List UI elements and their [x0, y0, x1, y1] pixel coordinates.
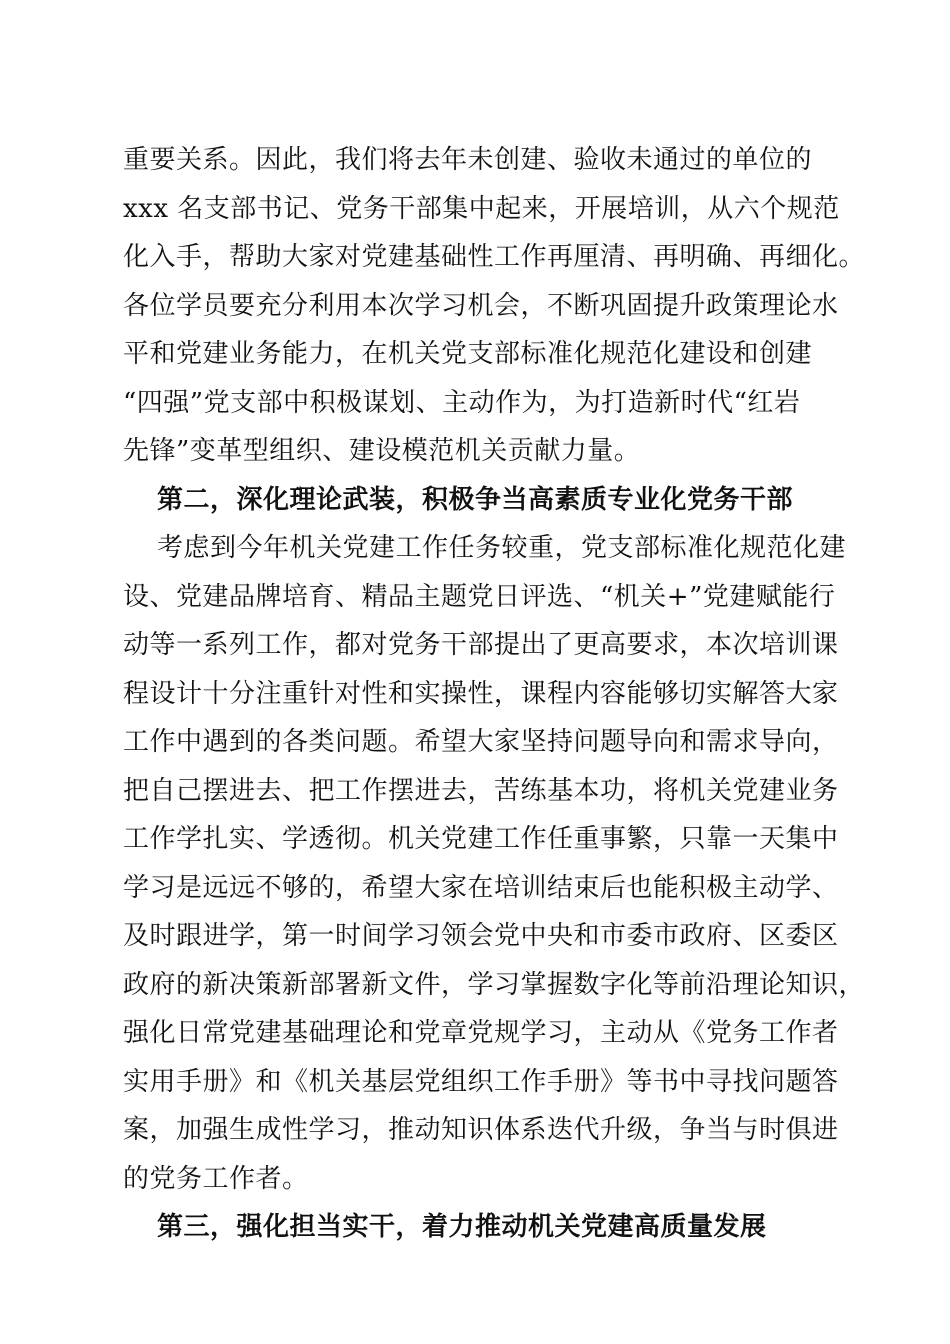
body-line: 强化日常党建基础理论和党章党规学习，主动从《党务工作者 [123, 1018, 839, 1048]
body-line: 的党务工作者。 [123, 1164, 309, 1194]
body-line: 重要关系。因此，我们将去年未创建、验收未通过的单位的 [123, 145, 813, 175]
body-line: 先锋”变革型组织、建设模范机关贡献力量。 [123, 436, 641, 466]
body-line: 工作中遇到的各类问题。希望大家坚持问题导向和需求导向， [123, 727, 839, 757]
body-line: 程设计十分注重针对性和实操性，课程内容能够切实解答大家 [123, 679, 839, 709]
body-line: 实用手册》和《机关基层党组织工作手册》等书中寻找问题答 [123, 1067, 839, 1097]
body-line: 各位学员要充分利用本次学习机会，不断巩固提升政策理论水 [123, 291, 839, 321]
body-line: 学习是远远不够的，希望大家在培训结束后也能积极主动学、 [123, 873, 839, 903]
body-line: 及时跟进学，第一时间学习领会党中央和市委市政府、区委区 [123, 921, 839, 951]
body-line: 把自己摆进去、把工作摆进去，苦练基本功，将机关党建业务 [123, 776, 839, 806]
body-line: “四强”党支部中积极谋划、主动作为，为打造新时代“红岩 [123, 388, 801, 418]
body-line: 设、党建品牌培育、精品主题党日评选、“机关+”党建赋能行 [123, 582, 836, 612]
body-line: 案，加强生成性学习，推动知识体系迭代升级，争当与时俱进 [123, 1115, 839, 1145]
body-line: 考虑到今年机关党建工作任务较重，党支部标准化规范化建 [157, 533, 847, 563]
body-line: xxx 名支部书记、党务干部集中起来，开展培训，从六个规范 [123, 194, 840, 224]
body-line: 平和党建业务能力，在机关党支部标准化规范化建设和创建 [123, 339, 813, 369]
body-line: 化入手，帮助大家对党建基础性工作再厘清、再明确、再细化。 [123, 242, 866, 272]
body-line: 动等一系列工作，都对党务干部提出了更高要求，本次培训课 [123, 630, 839, 660]
section-heading: 第二，深化理论武装，积极争当高素质专业化党务干部 [157, 485, 794, 515]
section-heading: 第三，强化担当实干，着力推动机关党建高质量发展 [157, 1212, 767, 1242]
body-line: 政府的新决策新部署新文件，学习掌握数字化等前沿理论知识， [123, 970, 866, 1000]
body-line: 工作学扎实、学透彻。机关党建工作任重事繁，只靠一天集中 [123, 824, 839, 854]
